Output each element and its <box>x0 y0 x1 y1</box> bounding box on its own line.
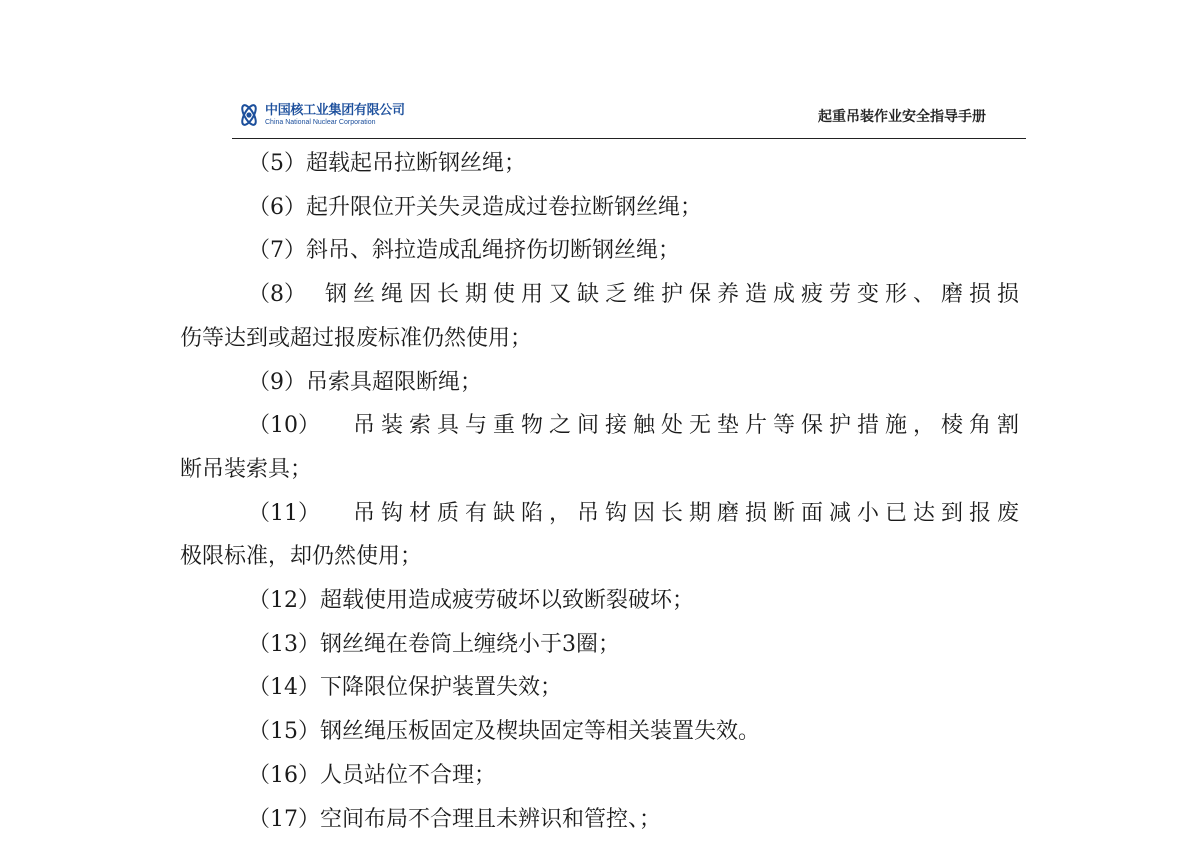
item-text-continued: 断吊装索具； <box>180 456 313 482</box>
list-item-5 <box>180 142 1025 186</box>
list-item-8 <box>180 273 1025 360</box>
item-number: （17） <box>248 806 320 832</box>
cnnc-atom-logo-icon <box>236 102 262 128</box>
item-text: 下降限位保护装置失效； <box>320 675 563 701</box>
item-text: 起升限位开关失灵造成过卷拉断钢丝绳； <box>306 194 703 220</box>
list-item-13 <box>180 623 1025 667</box>
item-text: 钢丝绳压板固定及楔块固定等相关装置失效。 <box>320 719 761 745</box>
item-text: 斜吊、斜拉造成乱绳挤伤切断钢丝绳； <box>306 238 681 264</box>
document-body <box>180 142 1025 841</box>
list-item-15 <box>180 710 1025 754</box>
list-item-16 <box>180 754 1025 798</box>
item-number: （16） <box>248 762 320 788</box>
logo-chinese-name: 中国核工业集团有限公司 <box>265 103 405 118</box>
item-text: 空间布局不合理且未辨识和管控、； <box>320 806 662 832</box>
list-item-7 <box>180 229 1025 273</box>
list-item-9 <box>180 361 1025 405</box>
item-text: 钢丝绳因长期使用又缺乏维护保养造成疲劳变形、磨损损 <box>324 282 1025 308</box>
item-number: （10） <box>248 413 320 439</box>
item-number: （12） <box>248 588 320 614</box>
list-item-6 <box>180 186 1025 230</box>
item-text: 超载起吊拉断钢丝绳； <box>306 151 527 176</box>
item-text: 钢丝绳在卷筒上缠绕小于3圈； <box>320 631 620 657</box>
list-item-12 <box>180 579 1025 623</box>
item-text: 人员站位不合理； <box>320 762 497 788</box>
item-number: （8） <box>248 282 306 308</box>
item-text: 吊钩材质有缺陷，吊钩因长期磨损断面减小已达到报废 <box>352 500 1025 526</box>
item-text-continued: 极限标准，却仍然使用； <box>180 544 423 570</box>
item-number: （13） <box>248 631 320 657</box>
item-text: 吊索具超限断绳； <box>306 369 483 395</box>
list-item-14 <box>180 666 1025 710</box>
item-number: （5） <box>248 151 306 176</box>
company-logo <box>236 102 405 128</box>
item-text: 吊装索具与重物之间接触处无垫片等保护措施，棱角割 <box>352 413 1025 439</box>
item-number: （6） <box>248 194 306 220</box>
manual-title: 起重吊装作业安全指导手册 <box>818 109 986 125</box>
item-number: （14） <box>248 675 320 701</box>
item-number: （7） <box>248 238 306 264</box>
item-number: （9） <box>248 369 306 395</box>
list-item-17 <box>180 798 1025 841</box>
list-item-10 <box>180 404 1025 491</box>
item-text-continued: 伤等达到或超过报废标准仍然使用； <box>180 325 533 351</box>
item-text: 超载使用造成疲劳破坏以致断裂破坏； <box>320 588 695 614</box>
item-number: （11） <box>248 500 320 526</box>
page-header <box>232 96 1026 139</box>
logo-english-name: China National Nuclear Corporation <box>265 119 376 126</box>
list-item-11 <box>180 492 1025 579</box>
item-number: （15） <box>248 719 320 745</box>
